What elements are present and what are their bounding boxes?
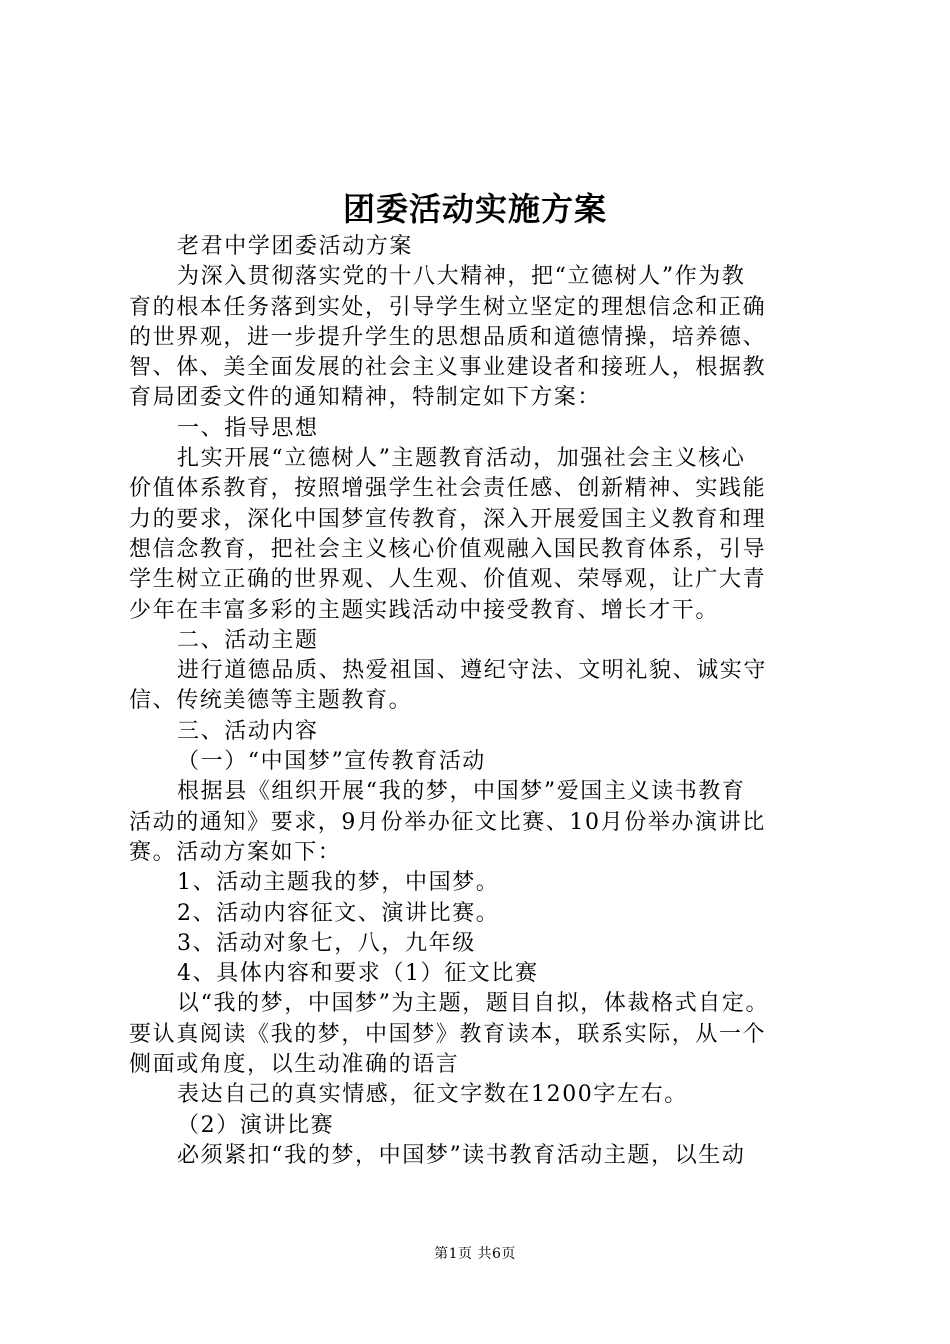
section-heading: 三、活动内容 <box>177 718 319 744</box>
body-line: 学生树立正确的世界观、人生观、价值观、荣辱观，让广大青 <box>129 567 767 593</box>
body-line: 价值体系教育，按照增强学生社会责任感、创新精神、实践能 <box>129 476 767 502</box>
body-line: 进行道德品质、热爱祖国、遵纪守法、文明礼貌、诚实守 <box>177 658 768 684</box>
subsection-heading: （2）演讲比赛 <box>177 1112 335 1138</box>
body-line: 必须紧扣“我的梦，中国梦”读书教育活动主题，以生动 <box>177 1142 746 1168</box>
list-item: 1、活动主题我的梦，中国梦。 <box>177 870 500 896</box>
body-line: 信、传统美德等主题教育。 <box>129 688 413 714</box>
list-item: 2、活动内容征文、演讲比赛。 <box>177 900 500 926</box>
body-line: 育的根本任务落到实处，引导学生树立坚定的理想信念和正确 <box>129 294 767 320</box>
document-title: 团委活动实施方案 <box>342 190 607 228</box>
body-line: 力的要求，深化中国梦宣传教育，深入开展爱国主义教育和理 <box>129 506 767 532</box>
body-line: 赛。活动方案如下： <box>129 839 342 865</box>
body-line: 侧面或角度，以生动准确的语言 <box>129 1052 460 1078</box>
body-line: 育局团委文件的通知精神，特制定如下方案： <box>129 385 602 411</box>
body-line: 根据县《组织开展“我的梦，中国梦”爱国主义读书教育 <box>177 779 746 805</box>
body-line: 少年在丰富多彩的主题实践活动中接受教育、增长才干。 <box>129 597 720 623</box>
body-line: 以“我的梦，中国梦”为主题，题目自拟，体裁格式自定。 <box>177 991 770 1017</box>
body-line: 智、体、美全面发展的社会主义事业建设者和接班人，根据教 <box>129 355 767 381</box>
page-footer: 第1页 共6页 <box>434 1246 516 1262</box>
body-line: 为深入贯彻落实党的十八大精神，把“立德树人”作为教 <box>177 264 746 290</box>
subsection-heading: （一）“中国梦”宣传教育活动 <box>177 749 486 775</box>
body-line: 要认真阅读《我的梦，中国梦》教育读本，联系实际，从一个 <box>129 1021 767 1047</box>
body-line: 扎实开展“立德树人”主题教育活动，加强社会主义核心 <box>177 446 746 472</box>
body-line: 活动的通知》要求，9月份举办征文比赛、10月份举办演讲比 <box>129 809 766 835</box>
body-line: 老君中学团委活动方案 <box>177 234 414 259</box>
section-heading: 一、指导思想 <box>177 415 319 441</box>
body-line: 想信念教育，把社会主义核心价值观融入国民教育体系，引导 <box>129 536 767 562</box>
body-line: 表达自己的真实情感，征文字数在1200字左右。 <box>177 1082 688 1108</box>
list-item: 4、具体内容和要求（1）征文比赛 <box>177 961 539 987</box>
body-line: 的世界观，进一步提升学生的思想品质和道德情操，培养德、 <box>129 324 767 350</box>
document-body <box>129 232 837 1171</box>
list-item: 3、活动对象七，八，九年级 <box>177 930 476 956</box>
section-heading: 二、活动主题 <box>177 627 319 653</box>
